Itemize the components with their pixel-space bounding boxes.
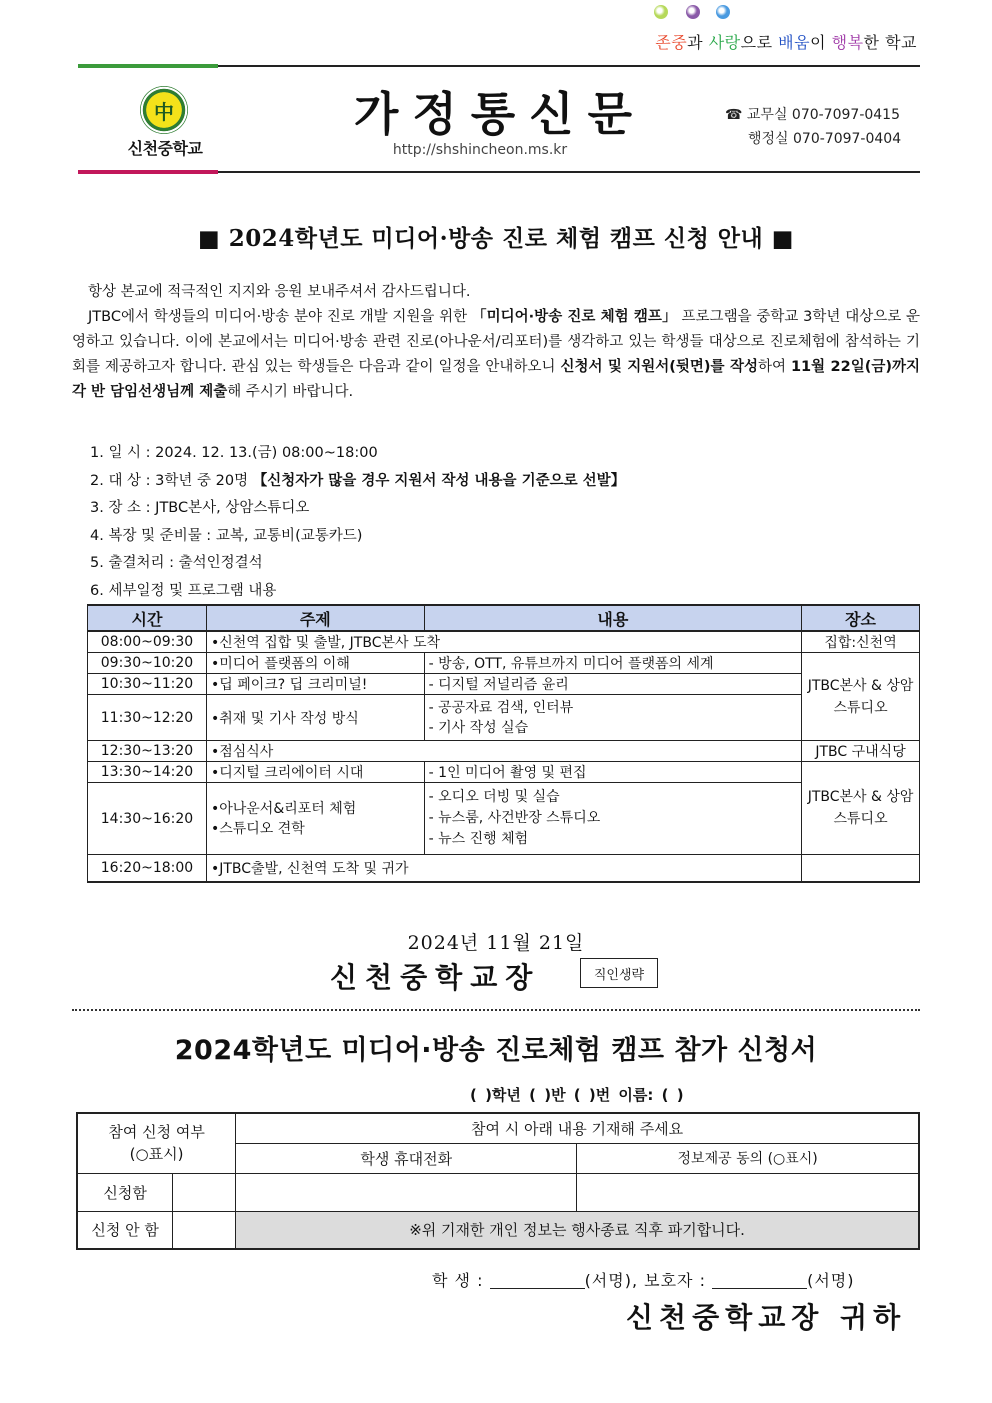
header-time: 시간 <box>88 605 207 631</box>
item-label: 2. 대 상 : <box>90 472 156 489</box>
list-item <box>90 578 920 606</box>
cell-topic: •JTBC출발, 신천역 도착 및 귀가 <box>206 855 801 882</box>
instruction-bold: 신청서 및 지원서(뒷면)를 작성 <box>560 359 758 375</box>
addressee: 신천중학교장 귀하 <box>626 1301 907 1334</box>
cell-topic: •미디어 플랫폼의 이해 <box>206 653 424 674</box>
dot-green-icon <box>654 5 668 19</box>
logo-char: 中 <box>154 99 174 124</box>
apply-label: 신청함 <box>77 1173 173 1211</box>
table-row <box>88 631 920 653</box>
header-rule-bottom <box>218 171 920 173</box>
item-label: 5. 출결처리 : <box>90 555 179 571</box>
para-text: 프로그램을 중학교 3학년 대상으로 운영하고 있습니다. 이에 본교에서는 미디어·방송 관련 진로(아나운서/리포터)를 생각하고 있는 학생들 대상으로 진로체험에 참석하는 기회를 제공하고자 합니다. 관심 있는 학생들은 다음과 같이 일정을 안내하오니 <box>72 309 921 375</box>
cell-topic: •아나운서&리포터 체험 •스튜디오 견학 <box>206 783 424 855</box>
dot-blue-icon <box>716 5 730 19</box>
item-note: 【신청자가 많을 경우 지원서 작성 내용을 기준으로 선발】 <box>252 472 626 489</box>
cell-place: 집합:신천역 <box>802 631 920 653</box>
cell-time: 13:30~14:20 <box>88 762 207 783</box>
decline-label: 신청 안 함 <box>77 1211 173 1249</box>
cell-time: 14:30~16:20 <box>88 783 207 855</box>
program-name: 「미디어·방송 진로 체험 캠프」 <box>471 309 677 325</box>
item-value: 2024. 12. 13.(금) 08:00~18:00 <box>155 445 378 461</box>
item-label: 4. 복장 및 준비물 : <box>90 527 216 544</box>
header-rule-top <box>218 65 920 67</box>
issue-date: 2024년 11월 21일 <box>407 932 585 954</box>
table-row <box>88 695 920 741</box>
cell-time: 12:30~13:20 <box>88 741 207 762</box>
student-sign-field[interactable] <box>490 1273 585 1289</box>
motto-word: 사랑 <box>708 33 741 52</box>
cell-place <box>802 855 920 882</box>
cell-content: - 디지털 저널리즘 윤리 <box>424 674 801 695</box>
phone-field[interactable] <box>236 1173 577 1211</box>
decorative-dots <box>650 2 740 22</box>
decline-mark-field[interactable] <box>173 1211 236 1249</box>
masthead-title: 가정통신문 <box>353 87 647 141</box>
cell-topic: •취재 및 기사 작성 방식 <box>206 695 424 741</box>
cell-time: 10:30~11:20 <box>88 674 207 695</box>
signature-line <box>432 1268 854 1291</box>
table-row <box>88 674 920 695</box>
table-row <box>77 1173 919 1211</box>
sign-mark: (서명) <box>807 1271 855 1290</box>
table-row <box>77 1211 919 1249</box>
motto-word: 존중 <box>655 33 688 52</box>
phone-icon: ☎ <box>725 107 747 123</box>
cell-time: 08:00~09:30 <box>88 631 207 653</box>
cell-content: - 공공자료 검색, 인터뷰 - 기사 작성 실습 <box>424 695 801 741</box>
para-text: 해 주시기 바랍니다. <box>227 384 354 400</box>
motto-word: 행복 <box>831 33 864 52</box>
cell-time: 11:30~12:20 <box>88 695 207 741</box>
cell-place: JTBC본사 & 상암스튜디오 <box>802 762 920 855</box>
principal-name: 신천중학교장 <box>330 961 541 994</box>
motto-word: 과 <box>687 33 709 52</box>
item-value: 교복, 교통비(교통카드) <box>215 527 363 544</box>
motto-word: 한 학교 <box>863 33 917 52</box>
contact-admin: 행정실 070-7097-0404 <box>748 131 902 147</box>
phone-header: 학생 휴대전화 <box>236 1143 577 1173</box>
header-accent-top <box>78 64 218 68</box>
form-title: 2024학년도 미디어·방송 진로체험 캠프 참가 신청서 <box>174 1035 818 1066</box>
cell-place: JTBC 구내식당 <box>802 741 920 762</box>
item-value: 3학년 중 20명 <box>155 472 253 489</box>
contact-office <box>725 104 900 124</box>
student-info-line[interactable]: ( )학년 ( )반 ( )번 이름: ( ) <box>470 1086 684 1104</box>
application-table <box>76 1112 920 1250</box>
list-item <box>90 495 920 523</box>
item-value: 출석인정결석 <box>178 555 263 571</box>
item-label: 3. 장 소 : <box>90 500 156 516</box>
cell-time: 16:20~18:00 <box>88 855 207 882</box>
header-topic: 주제 <box>206 605 424 631</box>
parent-sign-label: 보호자 : <box>638 1271 713 1290</box>
item-value: JTBC본사, 상암스튜디오 <box>155 500 310 516</box>
info-list <box>90 440 920 605</box>
parent-sign-field[interactable] <box>712 1273 807 1289</box>
seal-omitted-box: 직인생략 <box>580 958 658 988</box>
dot-purple-icon <box>686 5 700 19</box>
school-name: 신천중학교 <box>127 139 203 158</box>
deadline-bold: 11월 22일(금)까지 각 반 담임선생님께 제출 <box>72 359 921 400</box>
privacy-notice: ※위 기재한 개인 정보는 행사종료 직후 파기합니다. <box>236 1211 919 1249</box>
consent-header: 정보제공 동의 (○표시) <box>577 1143 919 1173</box>
cell-place: JTBC본사 & 상암스튜디오 <box>802 653 920 741</box>
greeting-paragraph: 항상 본교에 적극적인 지지와 응원 보내주셔서 감사드립니다. <box>88 284 471 300</box>
apply-mark-field[interactable] <box>173 1173 236 1211</box>
table-row <box>77 1113 919 1143</box>
para-text: JTBC에서 학생들의 미디어·방송 분야 진로 개발 지원을 위한 <box>88 309 472 325</box>
school-url[interactable]: http://shshincheon.ms.kr <box>392 142 568 158</box>
item-label: 1. 일 시 : <box>90 445 156 461</box>
motto-word: 으로 <box>740 33 779 52</box>
cell-topic: •점심식사 <box>206 741 801 762</box>
cell-topic: •디지털 크리에이터 시대 <box>206 762 424 783</box>
school-motto <box>655 30 917 53</box>
list-item <box>90 468 920 496</box>
motto-word: 이 <box>810 33 832 52</box>
group-header: 참여 시 아래 내용 기재해 주세요 <box>236 1113 919 1143</box>
cell-content: - 방송, OTT, 유튜브까지 미디어 플랫폼의 세계 <box>424 653 801 674</box>
motto-word: 배움 <box>778 33 811 52</box>
para-text: 하여 <box>757 359 791 375</box>
table-row <box>88 653 920 674</box>
cell-content: - 1인 미디어 촬영 및 편집 <box>424 762 801 783</box>
item-label: 6. 세부일정 및 프로그램 내용 <box>90 582 277 599</box>
header-content: 내용 <box>424 605 801 631</box>
school-logo-icon <box>140 86 188 134</box>
list-item <box>90 523 920 551</box>
table-header-row <box>88 605 920 631</box>
cell-topic: •신천역 집합 및 출발, JTBC본사 도착 <box>206 631 801 653</box>
cell-content: - 오디오 더빙 및 실습 - 뉴스룸, 사건반장 스튜디오 - 뉴스 진행 체험 <box>424 783 801 855</box>
header-place: 장소 <box>802 605 920 631</box>
student-sign-label: 학 생 : <box>432 1271 490 1290</box>
list-item <box>90 550 920 578</box>
table-row <box>88 855 920 882</box>
participation-header: 참여 신청 여부 (○표시) <box>77 1113 236 1173</box>
program-paragraph <box>72 305 920 405</box>
notice-title: ■ 2024학년도 미디어·방송 진로 체험 캠프 신청 안내 ■ <box>198 225 794 252</box>
list-item <box>90 440 920 468</box>
schedule-table <box>87 604 920 883</box>
table-row <box>88 783 920 855</box>
table-row <box>88 762 920 783</box>
header-accent-bottom <box>78 170 218 174</box>
contact-office-text: 교무실 070-7097-0415 <box>746 107 900 123</box>
cell-time: 09:30~10:20 <box>88 653 207 674</box>
cell-topic: •딥 페이크? 딥 크리미널! <box>206 674 424 695</box>
table-row <box>88 741 920 762</box>
cut-line <box>72 1009 920 1011</box>
consent-field[interactable] <box>577 1173 919 1211</box>
notice-body <box>72 280 920 405</box>
sign-mark: (서명), <box>584 1271 639 1290</box>
